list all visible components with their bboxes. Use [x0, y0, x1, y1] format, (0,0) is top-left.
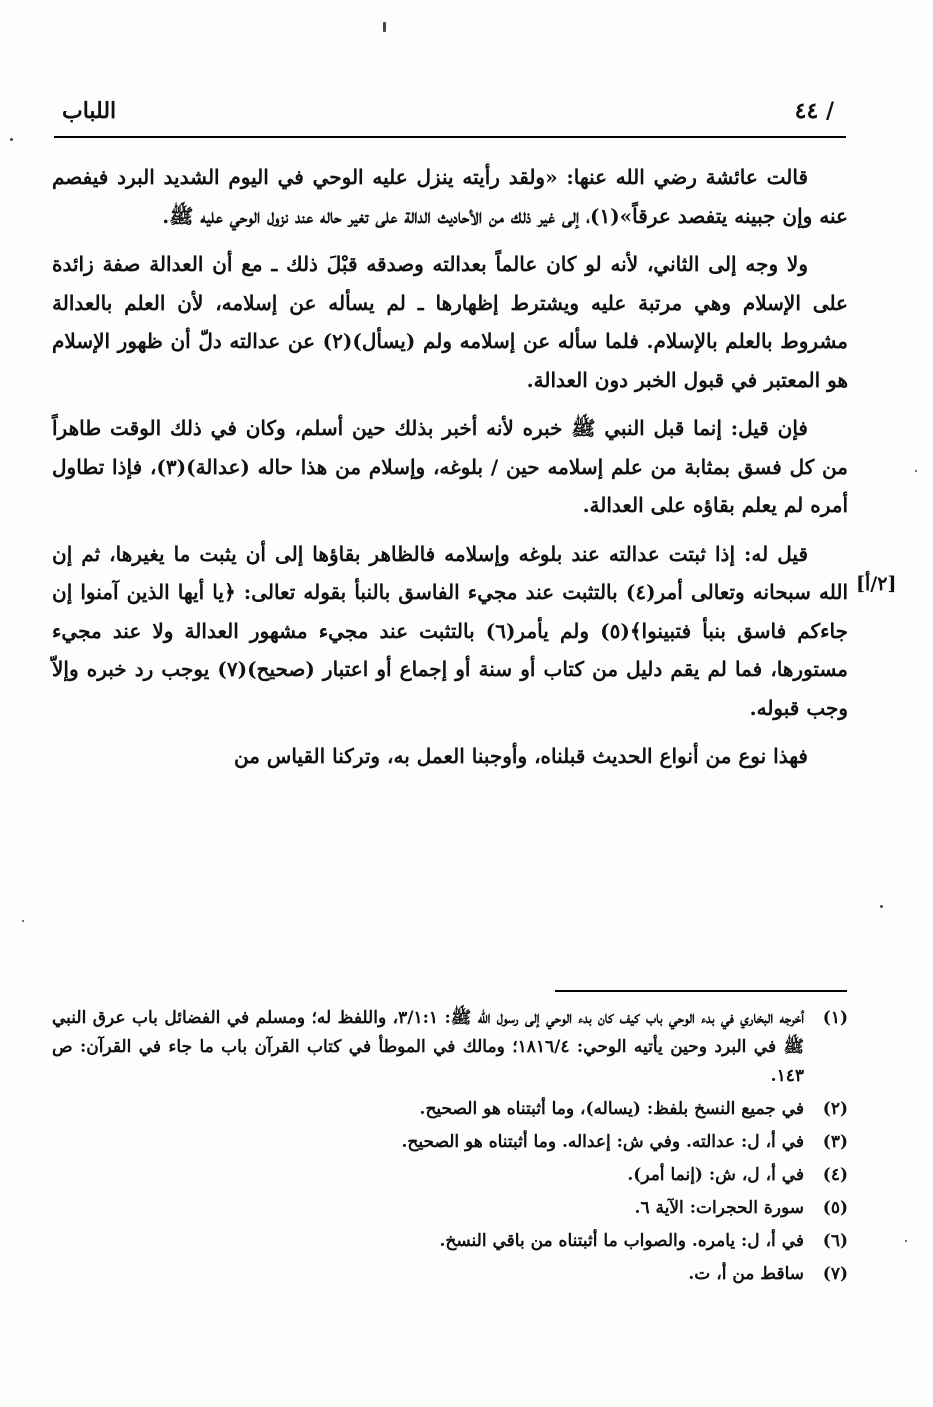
footnote-number: (٤)	[822, 1165, 848, 1185]
footnote-number: (٦)	[822, 1231, 848, 1251]
manuscript-folio-marker: [٢/أ]	[856, 573, 897, 595]
footnote-text: ساقط من أ، ت.	[688, 1264, 804, 1284]
footnote	[52, 1004, 848, 1091]
footnote-number: (٢)	[822, 1099, 848, 1119]
scan-speck	[383, 22, 386, 32]
footnote-number: (٣)	[822, 1132, 848, 1152]
scan-speck	[22, 920, 24, 922]
footnote-text: في جميع النسخ بلفظ: (يساله)، وما أثبتناه هو الصحيح.	[419, 1099, 804, 1119]
paragraph: قيل له: إذا ثبتت عدالته عند بلوغه وإسلامه فالظاهر بقاؤها إلى أن يثبت ما يغيرها، ثم إن الله سبحانه وتعالى أمر(٤) بالتثبت عند مجيء الفاسق بالنبأ بقوله تعالى: ﴿يا أيها الذين آمنوا إن جاءكم فاسق بنبأ فتبينوا﴾(٥) ولم يأمر(٦) بالتثبت عند مجيء مشهور العدالة ولا عند مجيء مستورها، فما لم يقم دليل من كتاب أو سنة أو إجماع أو اعتبار (صحيح)(٧) يوجب رد خبره وإلاّ وجب قبوله.	[52, 541, 849, 720]
paragraph: ولا وجه إلى الثاني، لأنه لو كان عالماً بعدالته وصدقه قبْلَ ذلك ـ مع أن العدالة صفة زائدة على الإسلام وهي مرتبة عليه ويشترط إظهارها ـ لم يسأله عن إسلامه، لأن العلم بالعدالة مشروط بالعلم بالإسلام. فلما سأله عن إسلامه ولم (يسأل)(٢) عن عدالته دلّ أن ظهور الإسلام هو المعتبر في قبول الخبر دون العدالة.	[52, 252, 849, 392]
footnote	[52, 1260, 848, 1289]
footnote-text: أخرجه البخاري في بدء الوحي باب كيف كان بدء الوحي إلى رسول الله ﷺ: ٣/١:١، واللفظ له؛ ومسلم في الفضائل باب عرق النبي ﷺ في البرد وحين يأتيه الوحي: ١٨١٦/٤؛ ومالك في الموطأ في كتاب القرآن باب ما جاء في القرآن: ص ١٤٣.	[52, 1008, 805, 1086]
paragraph: قالت عائشة رضي الله عنها: «ولقد رأيته ينزل عليه الوحي في اليوم الشديد البرد فيفصم عنه وإن جبينه يتفصد عرقاً»(١)، إلى غير ذلك من الأحاديث الدالة على تغير حاله عند نزول الوحي عليه ﷺ.	[52, 165, 848, 228]
footnote-number: (٧)	[822, 1264, 848, 1284]
running-title: اللباب	[62, 98, 117, 124]
footnote	[52, 1161, 848, 1190]
paragraph: فهذا نوع من أنواع الحديث قبلناه، وأوجبنا العمل به، وتركنا القياس من	[234, 744, 808, 768]
footnote-text: في أ، ل، ش: (إنما أمر).	[627, 1165, 804, 1185]
footnote-number: (٥)	[822, 1198, 848, 1218]
scan-speck	[915, 470, 917, 472]
footnote	[52, 1128, 848, 1157]
footnote-text: سورة الحجرات: الآية ٦.	[634, 1198, 804, 1218]
footnotes	[52, 1004, 848, 1293]
footnote-text: في أ، ل: عدالته. وفي ش: إعداله. وما أثبتناه هو الصحيح.	[401, 1132, 804, 1152]
footnote-separator	[555, 990, 847, 992]
running-header	[48, 98, 848, 132]
footnote	[52, 1227, 848, 1256]
header-rule	[54, 136, 846, 138]
footnote	[52, 1095, 848, 1124]
scan-speck	[10, 138, 13, 141]
footnote-text: في أ، ل: يامره. والصواب ما أثبتناه من باقي النسخ.	[439, 1231, 804, 1251]
scan-speck	[880, 905, 883, 908]
footnote-number: (١)	[822, 1008, 848, 1028]
main-text	[52, 158, 848, 786]
scan-speck	[905, 1240, 907, 1242]
footnote	[52, 1194, 848, 1223]
page-number: / ٤٤	[794, 98, 834, 124]
paragraph: فإن قيل: إنما قبل النبي ﷺ خبره لأنه أخبر بذلك حين أسلم، وكان في ذلك الوقت طاهراً من كل فسق بمثابة من علم إسلامه حين / بلوغه، وإسلام من هذا حاله (عدالة)(٣)، فإذا تطاول أمره لم يعلم بقاؤه على العدالة.	[52, 416, 848, 517]
